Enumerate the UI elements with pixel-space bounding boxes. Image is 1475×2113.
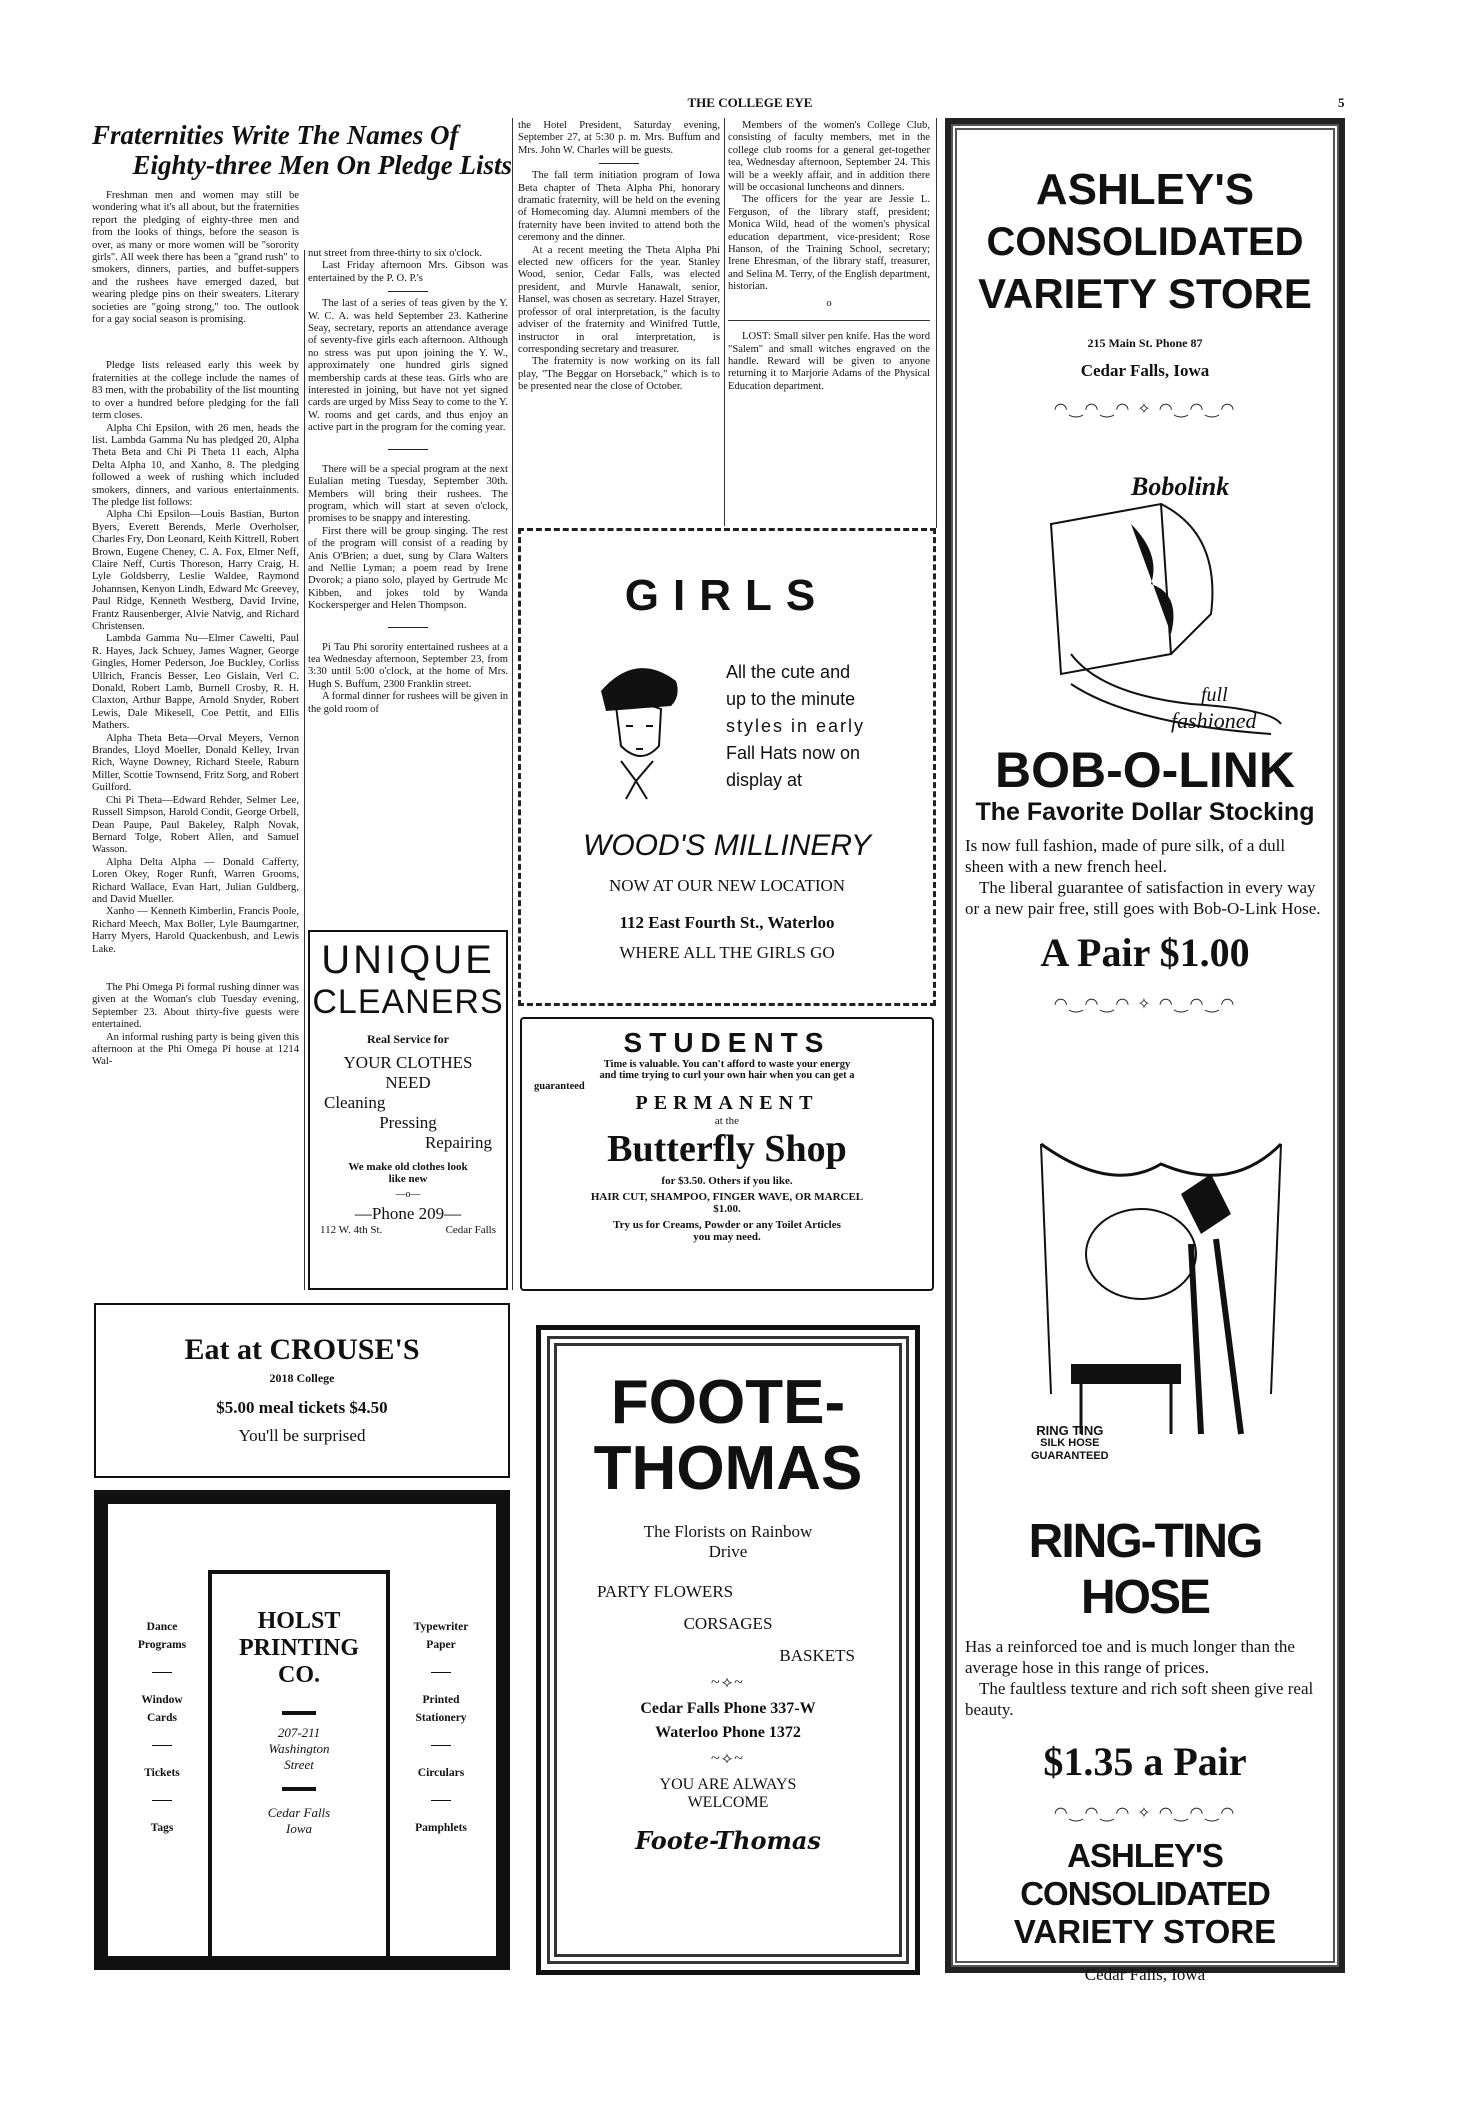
paragraph: the Hotel President, Saturday evening, September 27, at 5:30 p. m. Mrs. Buffum and Mrs. John W. Charles will be guests. — [518, 120, 720, 156]
ad-copy: The liberal guarantee of satisfaction in every way or a new pair free, still goes with Bob-O-Link Hose. — [965, 878, 1321, 918]
paragraph: At a recent meeting the Theta Alpha Phi elected new officers for the year. Stanley Wood, senior, Cedar Falls, was elected president, and Murvle Hanawalt, senior, Hansel, was chosen as secretary. Hazel Strayer, professor of oral interpretation, is the faculty adviser of the fraternity and Winifred Tuttle, instructor in oral interpretation, is corresponding secretary and treasurer. — [518, 244, 720, 355]
ad-line: YOUR CLOTHES — [343, 1053, 473, 1072]
ad-line: guaranteed — [534, 1081, 585, 1092]
ad-line: Iowa — [286, 1821, 312, 1836]
ad-copy: Has a reinforced toe and is much longer than the average hose in this range of prices. — [965, 1637, 1295, 1677]
page-header — [600, 95, 900, 111]
ad-line: WHERE ALL THE GIRLS GO — [619, 943, 835, 962]
ad-line: Time is valuable. You can't afford to waste your energy — [603, 1059, 851, 1070]
ad-line: 112 East Fourth St., Waterloo — [619, 913, 835, 932]
article-column-4 — [728, 120, 930, 393]
ad-line: Street — [284, 1757, 314, 1772]
ad-item: Window — [141, 1694, 183, 1706]
ad-line: and time trying to curl your own hair when you can get a — [599, 1070, 855, 1081]
ad-city: Cedar Falls — [445, 1224, 496, 1236]
ad-left-list — [122, 1618, 202, 1837]
ad-subtitle: Real Service for — [367, 1032, 449, 1046]
ring-ting-logo — [1031, 1424, 1109, 1463]
ad-line: at the — [714, 1115, 740, 1127]
ad-item: Pamphlets — [415, 1822, 467, 1834]
butterfly-shop-ad — [520, 1017, 934, 1291]
ad-title: CO. — [278, 1662, 320, 1688]
ad-line: NEED — [385, 1073, 431, 1092]
paragraph: Freshman men and women may still be wondering what it's all about, but the fraternities report the pledging of eighty-three men and from the looks of things, before the season is over, as many or more women will be "sorority girls". All week there has been a "grand rush" to smokers, dinners, parties, and buffet-suppers and the rushees have emerged dazed, but wearing pledge pins on their sweaters. Literary societies are "going strong," too. The outlook for a gay social season is promising. — [92, 190, 299, 326]
paragraph: nut street from three-thirty to six o'clock. — [308, 248, 483, 259]
ad-content — [571, 1370, 885, 1855]
ad-shop-name: Butterfly Shop — [607, 1128, 847, 1170]
ornament: ~⟡~ — [711, 1750, 745, 1767]
column-rule — [936, 118, 937, 528]
paragraph: Pledge lists released early this week by fraternities at the college include the names of 83 men, with the probability of the list mounting to over a hundred before pledging for the fall term closes. — [92, 360, 299, 422]
article-column-1 — [92, 190, 299, 1069]
paragraph: The last of a series of teas given by the Y. W. C. A. was held September 23. Katherine Seay, secretary, reports an attendance average of seventy-five girls each afternoon. Although no stress was put upon joining the Y. W., approximately one hundred girls signed membership cards at these teas. Girls who are interested in joining, but have not yet signed cards are urged by Miss Seay to come to the Y. W. rooms and get cards, and thus enjoy an active part in the program for the coming year. — [308, 298, 508, 434]
ad-item: Paper — [426, 1639, 456, 1651]
full-label: full — [1201, 684, 1228, 706]
paragraph: There will be a special program at the next Eulalian meting Tuesday, September 30th. Members will bring their rushees. The program, which will start at seven o'clock, promises to be snappy and interesting. — [308, 463, 508, 525]
newspaper-title: THE COLLEGE EYE — [687, 95, 813, 110]
ad-logo-line: GUARANTEED — [1031, 1450, 1109, 1462]
ad-line: HAIR CUT, SHAMPOO, FINGER WAVE, OR MARCEL — [590, 1191, 864, 1203]
separator: o — [826, 297, 832, 309]
ad-line: Cleaning — [324, 1093, 386, 1112]
paragraph: Lambda Gamma Nu—Elmer Cawelti, Paul R. Hayes, Jack Schuey, James Wagner, George Gingles, Homer Pederson, Joe Buckley, Corliss Ullrich, Francis Besser, Leo Gislain, Verl C. Donald, Robert Lamb, Burnell Crosby, R. H. Claxton, Arthur Bappe, Arnold Snyder, Robert Lewis, Dale Mikesell, Coe Pettit, and Ellis Mathers. — [92, 633, 299, 732]
ad-copy: Is now full fashion, made of pure silk, of a dull sheen with a new french heel. — [965, 836, 1286, 876]
ad-item: Programs — [137, 1639, 187, 1651]
column-rule — [724, 118, 725, 526]
ad-copy — [726, 659, 916, 794]
paragraph: Alpha Theta Beta—Orval Meyers, Vernon Brandes, Lloyd Moeller, Donald Kelley, Irvan Rich, Wayne Downey, Richard Steele, Raburn Miller, Scottie Townsend, Fritz Sorg, and Robert Guilford. — [92, 732, 299, 794]
ad-item: CORSAGES — [683, 1614, 773, 1633]
ad-store-name: WOOD'S MILLINERY — [583, 829, 871, 862]
ad-title: CONSOLIDATED — [986, 220, 1304, 264]
ad-title: FOOTE- — [610, 1368, 846, 1437]
ad-price: A Pair $1.00 — [1040, 930, 1250, 975]
paragraph: Last Friday afternoon Mrs. Gibson was entertained by the P. O. P.'s — [308, 260, 508, 284]
dancer-illustration — [1031, 1134, 1291, 1464]
ad-phone: Waterloo Phone 1372 — [655, 1724, 801, 1741]
ad-title: STUDENTS — [623, 1027, 831, 1058]
ad-header — [951, 164, 1339, 419]
woman-hat-illustration — [581, 651, 691, 801]
ad-line: Washington — [268, 1741, 330, 1756]
ad-title: HOLST — [257, 1608, 341, 1634]
ad-title: UNIQUE — [321, 938, 495, 982]
ad-footer-title: VARIETY STORE — [1013, 1913, 1277, 1950]
ad-product-subtitle: The Favorite Dollar Stocking — [975, 798, 1315, 826]
ad-line: Repairing — [424, 1133, 492, 1152]
ad-line: Fall Hats now on — [726, 743, 861, 763]
ad-address: 215 Main St. Phone 87 — [1087, 336, 1203, 350]
unique-cleaners-ad — [308, 930, 508, 1290]
ad-line: Cedar Falls — [267, 1805, 331, 1820]
ad-title: GIRLS — [624, 571, 830, 620]
stocking-illustration — [1011, 494, 1291, 744]
ad-logo-line: RING TING — [1036, 1423, 1104, 1438]
column-rule — [512, 118, 513, 1290]
ad-tagline: You'll be surprised — [238, 1426, 366, 1445]
ad-line: All the cute and — [726, 662, 851, 682]
bob-o-link-section — [965, 742, 1325, 1014]
ad-item: Tickets — [144, 1767, 180, 1779]
ad-phone: —Phone 209— — [354, 1204, 462, 1223]
ad-footer-title: ASHLEY'S CONSOLIDATED — [1020, 1837, 1270, 1912]
page-number: 5 — [1338, 95, 1345, 110]
ad-logo-line: SILK HOSE — [1040, 1437, 1100, 1449]
paragraph: Members of the women's College Club, consisting of faculty members, met in the college club rooms for a general get-together tea, Wednesday afternoon, September 24. This will be a weekly affair, and in addition there will be occasional luncheons and dinners. — [728, 120, 930, 194]
foote-thomas-ad — [536, 1325, 920, 1975]
paragraph: Alpha Chi Epsilon, with 26 men, heads the list. Lambda Gamma Nu has pledged 20, Alpha Theta Beta and Chi Pi Theta 11 each, Alpha Delta Alpha 10, and Xanho, 8. The pledging followed a week of rushing which included smokers, dinners, and various entertainments. The pledge list follows: — [92, 422, 299, 508]
bobolink-script-logo: Bobolink — [1131, 472, 1230, 501]
ashleys-ad — [945, 118, 1345, 1984]
ornament: ~⟡~ — [711, 1674, 745, 1691]
ad-center-text — [212, 1608, 386, 1837]
ad-line: $1.00. — [713, 1203, 741, 1215]
ad-price: $1.35 a Pair — [1043, 1739, 1247, 1784]
paragraph: A formal dinner for rushees will be given in the gold room of — [308, 691, 508, 715]
paragraph: An informal rushing party is being given this afternoon at the Phi Omega Pi house at 1214 Wal- — [92, 1031, 299, 1068]
paragraph: Xanho — Kenneth Kimberlin, Francis Poole, Richard Meech, Max Boller, Lyle Baumgartner, Harry Myers, Harold Quackenbush, and Lewis Lake. — [92, 906, 299, 955]
ad-title: THOMAS — [593, 1434, 863, 1503]
paragraph: Alpha Chi Epsilon—Louis Bastian, Burton Byers, Everett Berends, Merle Overholser, Charles Fry, Don Leonard, Keith Kittrell, Robert Brown, Eugene Cheney, C. A. Fox, Elmer Neff, Claire Neff, Curtis Thoreson, Harry Craig, H. Lyle Goldsberry, Leslie Waldee, Raymond Johannsen, Kenyon Lindh, Edward Mc Greevey, Paul Ridge, Kenneth Westberg, David Irvine, Frantz Rausenberger, Alvie Natvig, and Richard Christensen. — [92, 509, 299, 632]
ornament: ◠‿◠‿◠ ✧ ◠‿◠‿◠ — [1053, 996, 1237, 1013]
ad-phone: Cedar Falls Phone 337-W — [640, 1700, 816, 1717]
paragraph: LOST: Small silver pen knife. Has the word "Salem" and small witches engraved on the handle. Reward will be given to anyone returning it to Marjorie Adams of the Physical Education department. — [728, 331, 930, 392]
ring-ting-section — [965, 1514, 1325, 1985]
ad-line: Try us for Creams, Powder or any Toilet Articles — [613, 1219, 841, 1231]
paragraph: Pi Tau Phi sorority entertained rushees at a tea Wednesday afternoon, September 23, from 3:30 until 5:00 o'clock, at the home of Mrs. Hugh S. Buffum, 2300 Franklin street. — [308, 641, 508, 690]
headline-line-2: Eighty-three Men On Pledge Lists — [132, 150, 512, 180]
paragraph: The fraternity is now working on its fall play, "The Beggar on Horseback," which is to be presented near the close of October. — [518, 356, 720, 393]
ad-city: Cedar Falls, Iowa — [1084, 1965, 1206, 1984]
ad-item: BASKETS — [779, 1646, 855, 1665]
article-column-3 — [518, 120, 720, 394]
ad-line: PERMANENT — [635, 1092, 819, 1114]
ad-line: up to the minute — [726, 689, 856, 709]
ad-title: ASHLEY'S — [1035, 165, 1255, 214]
ad-line: for $3.50. Others if you like. — [661, 1175, 793, 1187]
ad-item: Cards — [146, 1712, 178, 1724]
ad-address: 112 W. 4th St. — [320, 1224, 383, 1236]
paragraph: First there will be group singing. The rest of the program will consist of a reading by Anis O'Brien; a duet, sung by Clara Walters and Nellie Lyman; a poem read by Irene Dvorok; a piano solo, played by Gertrude Mc Kibben, and jokes told by Wanda Kockersperger and Helen Thompson. — [308, 525, 508, 612]
ad-offer: $5.00 meal tickets $4.50 — [216, 1398, 388, 1417]
separator: —o— — [395, 1189, 421, 1200]
ad-item: Stationery — [415, 1712, 467, 1724]
ad-city: Cedar Falls, Iowa — [1080, 361, 1210, 380]
ad-signature: Foote-Thomas — [635, 1826, 821, 1855]
ad-title: VARIETY STORE — [978, 270, 1312, 317]
ad-line: Drive — [708, 1542, 748, 1561]
ad-line: YOU ARE ALWAYS — [659, 1776, 797, 1793]
ad-right-list — [396, 1618, 486, 1837]
woods-millinery-ad — [518, 528, 936, 1006]
ad-item: Circulars — [417, 1767, 465, 1779]
holst-printing-ad — [94, 1490, 510, 1970]
ad-line: WELCOME — [687, 1794, 769, 1811]
ad-line: styles in early — [726, 716, 866, 736]
ad-line: like new — [388, 1173, 428, 1185]
ad-line: 207-211 — [277, 1725, 321, 1740]
ornament: ◠‿◠‿◠ ✧ ◠‿◠‿◠ — [1053, 1805, 1237, 1822]
ad-product-title: RING-TING HOSE — [1028, 1515, 1262, 1624]
paragraph: Chi Pi Theta—Edward Rehder, Selmer Lee, Russell Simpson, Harold Condit, George Orbell, Dean Paupe, Paul Bakeley, Ralph Novak, Bernard Tolge, Robert Allen, and Samuel Wasson. — [92, 794, 299, 856]
ad-item: Typewriter — [413, 1621, 469, 1633]
ad-line: Pressing — [379, 1113, 437, 1132]
ad-line: We make old clothes look — [348, 1161, 468, 1173]
ad-item: Dance — [146, 1621, 178, 1633]
ad-line: NOW AT OUR NEW LOCATION — [608, 876, 846, 895]
paragraph: Alpha Delta Alpha — Donald Cafferty, Loren Okey, Roger Runft, Warren Grooms, Richard Wallace, Evan Hart, Julian Guldberg, and David Mueller. — [92, 856, 299, 905]
ad-title: Eat at CROUSE'S — [184, 1333, 420, 1366]
headline — [92, 120, 512, 180]
ad-title: PRINTING — [238, 1635, 359, 1661]
paragraph: The fall term initiation program of Iowa Beta chapter of Theta Alpha Phi, honorary dramatic fraternity, will be held on the evening of Homecoming day. Alumni members of the fraternity have been invited to attend both the ceremony and the dinner. — [518, 170, 720, 244]
ad-line: The Florists on Rainbow — [643, 1522, 813, 1541]
ad-item: PARTY FLOWERS — [597, 1582, 734, 1601]
ad-product-title: BOB-O-LINK — [995, 742, 1295, 798]
paragraph: The Phi Omega Pi formal rushing dinner was given at the Woman's club Tuesday evening, September 23. About thirty-five guests were entertained. — [92, 981, 299, 1031]
headline-line-1: Fraternities Write The Names Of — [92, 120, 459, 150]
ornament: ◠‿◠‿◠ ✧ ◠‿◠‿◠ — [1053, 401, 1237, 418]
ad-item: Printed — [422, 1694, 460, 1706]
crouses-ad — [94, 1303, 510, 1478]
column-rule — [304, 250, 305, 1290]
ad-line: you may need. — [693, 1231, 761, 1243]
paragraph: The officers for the year are Jessie L. Ferguson, of the library staff, president; Monica Wild, head of the women's physical education department, vice-president; Rose Hanson, of the Training School, secretary; Irene Ehresman, of the library staff, treasurer, and Selina M. Terry, of the English department, historian. — [728, 194, 930, 293]
ad-address: 2018 College — [269, 1371, 335, 1385]
ad-item: Tags — [150, 1822, 174, 1834]
ad-title: CLEANERS — [312, 983, 504, 1021]
ad-copy: The faultless texture and rich soft sheen give real beauty. — [965, 1679, 1314, 1719]
article-column-2 — [308, 248, 508, 716]
ad-line: display at — [726, 770, 803, 790]
fashioned-label: fashioned — [1171, 708, 1257, 733]
